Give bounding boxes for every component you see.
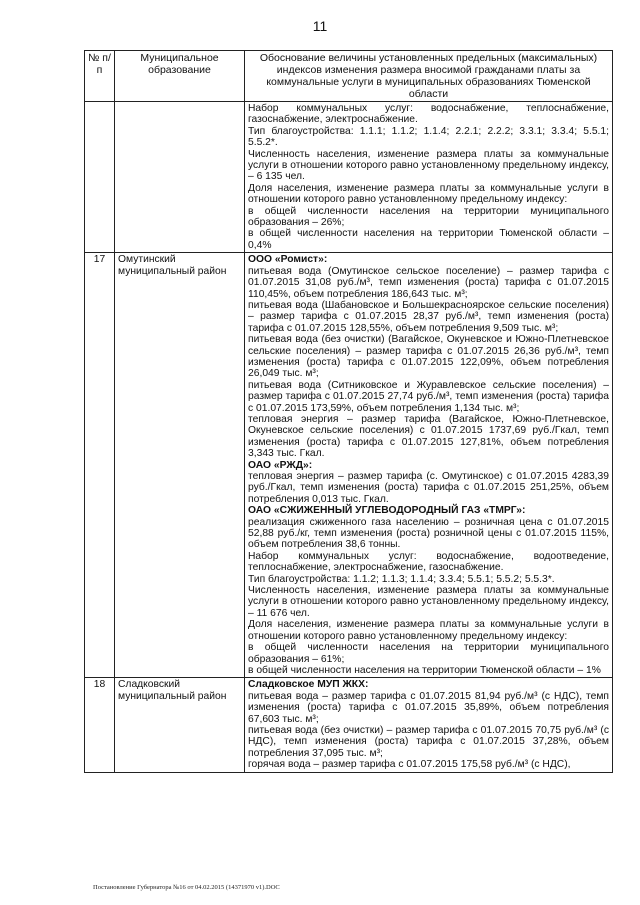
paragraph: питьевая вода (Ситниковское и Журавлевское сельские поселения) – размер тарифа с 01.07.2015 27,74 руб./м³, темп изменения (роста) тарифа с 01.07.2015 173,59%, объем потребления 1,134 тыс. м³; bbox=[248, 379, 609, 414]
row-municipality: Сладковский муниципальный район bbox=[115, 678, 245, 772]
paragraph: в общей численности населения на территории Тюменской области – 0,4% bbox=[248, 228, 609, 251]
paragraph: питьевая вода (Шабановское и Большекрасноярское сельские поселения) – размер тарифа с 01.07.2015 28,37 руб./м³, темп изменения (роста) тарифа с 01.07.2015 128,55%, объем потребления 9,509 тыс. м³; bbox=[248, 299, 609, 334]
paragraph: горячая вода – размер тарифа с 01.07.2015 175,58 руб./м³ (с НДС), bbox=[248, 759, 571, 771]
paragraph: Набор коммунальных услуг: водоснабжение, теплоснабжение, газоснабжение, электроснабжение. bbox=[248, 103, 609, 126]
header-justification: Обоснование величины установленных предельных (максимальных) индексов изменения размера вносимой гражданами платы за коммунальные услуги в муниципальных образованиях Тюменской области bbox=[245, 51, 613, 102]
table-row-18 bbox=[85, 678, 613, 772]
row-number: 17 bbox=[85, 253, 115, 678]
row-justification bbox=[245, 253, 613, 678]
paragraph: в общей численности населения на территории муниципального образования – 61%; bbox=[248, 642, 609, 665]
paragraph: Набор коммунальных услуг: водоснабжение, водоотведение, теплоснабжение, электроснабжение, газоснабжение. bbox=[248, 550, 609, 574]
row-number-cell bbox=[85, 102, 115, 253]
paragraph: тепловая энергия – размер тарифа (Вагайское, Южно-Плетневское, Окуневское сельские поселения) с 01.07.2015 1737,69 руб./Гкал, темп изменения (роста) тарифа с 01.07.2015 127,81%, объем потребления 3,343 тыс. Гкал. bbox=[248, 413, 609, 460]
paragraph: Численность населения, изменение размера платы за коммунальные услуги в отношении которого равно установленному предельному индексу, – 11 676 чел. bbox=[248, 585, 609, 619]
table-row-continued bbox=[85, 102, 613, 253]
paragraph: питьевая вода (без очистки) (Вагайское, Окуневское и Южно-Плетневское сельские поселения) – размер тарифа с 01.07.2015 26,36 руб./м³, темп изменения (роста) тарифа с 01.07.2015 122,09%, объем потребления 26,049 тыс. м³; bbox=[248, 334, 609, 380]
paragraph: реализация сжиженного газа населению – розничная цена с 01.07.2015 52,88 руб./кг, темп изменения (роста) розничной цены с 01.07.2015 115%, объем потребления 38,6 тонны. bbox=[248, 516, 609, 551]
row-justification bbox=[245, 678, 613, 772]
page-number: 11 bbox=[312, 18, 328, 34]
table-header-row bbox=[85, 51, 613, 102]
paragraph: в общей численности населения на территории Тюменской области – 1% bbox=[248, 664, 601, 676]
tariff-table bbox=[84, 50, 613, 773]
paragraph: в общей численности населения на территории муниципального образования – 26%; bbox=[248, 205, 609, 229]
paragraph: питьевая вода – размер тарифа с 01.07.2015 81,94 руб./м³ (с НДС), темп изменения (роста) тарифа с 01.07.2015 35,89%, объем потребления 67,603 тыс. м³; bbox=[248, 690, 609, 725]
header-municipality: Муниципальное образование bbox=[115, 51, 245, 102]
paragraph: ОАО «СЖИЖЕННЫЙ УГЛЕВОДОРОДНЫЙ ГАЗ «ТМРГ»: bbox=[248, 505, 526, 517]
paragraph: Тип благоустройства: 1.1.1; 1.1.2; 1.1.4; 2.2.1; 2.2.2; 3.3.1; 3.3.4; 5.5.1; 5.5.2*. bbox=[248, 125, 609, 149]
paragraph: Доля населения, изменение размера платы за коммунальные услуги в отношении которого равно установленному предельному индексу: bbox=[248, 182, 609, 206]
paragraph: Сладковское МУП ЖКХ: bbox=[248, 679, 369, 691]
paragraph: питьевая вода (Омутинское сельское поселение) – размер тарифа с 01.07.2015 31,08 руб./м³, темп изменения (роста) тарифа с 01.07.2015 110,45%, объем потребления 186,643 тыс. м³; bbox=[248, 265, 609, 300]
paragraph: тепловая энергия – размер тарифа (с. Омутинское) с 01.07.2015 4283,39 руб./Гкал, темп изменения (роста) тарифа с 01.07.2015 251,25%, объем потребления 0,013 тыс. Гкал. bbox=[248, 471, 609, 505]
paragraph: ООО «Ромист»: bbox=[248, 254, 328, 266]
paragraph: питьевая вода (без очистки) – размер тарифа с 01.07.2015 70,75 руб./м³ (с НДС), темп изменения (роста) тарифа с 01.07.2015 37,28%, объем потребления 37,095 тыс. м³; bbox=[248, 724, 609, 759]
paragraph: ОАО «РЖД»: bbox=[248, 459, 313, 471]
row-municipality-cell bbox=[115, 102, 245, 253]
header-number: № п/п bbox=[85, 51, 115, 102]
paragraph: Тип благоустройства: 1.1.2; 1.1.3; 1.1.4; 3.3.4; 5.5.1; 5.5.2; 5.5.3*. bbox=[248, 573, 555, 585]
row-number: 18 bbox=[85, 678, 115, 772]
table-row-17 bbox=[85, 253, 613, 678]
document-footer: Постановление Губернатора №16 от 04.02.2015 (14371970 v1).DOC bbox=[93, 884, 280, 891]
row-justification-cell bbox=[245, 102, 613, 253]
paragraph: Доля населения, изменение размера платы за коммунальные услуги в отношении которого равно установленному предельному индексу: bbox=[248, 619, 609, 642]
paragraph: Численность населения, изменение размера платы за коммунальные услуги в отношении которого равно установленному предельному индексу, – 6 135 чел. bbox=[248, 148, 609, 183]
row-municipality: Омутинский муниципальный район bbox=[115, 253, 245, 678]
